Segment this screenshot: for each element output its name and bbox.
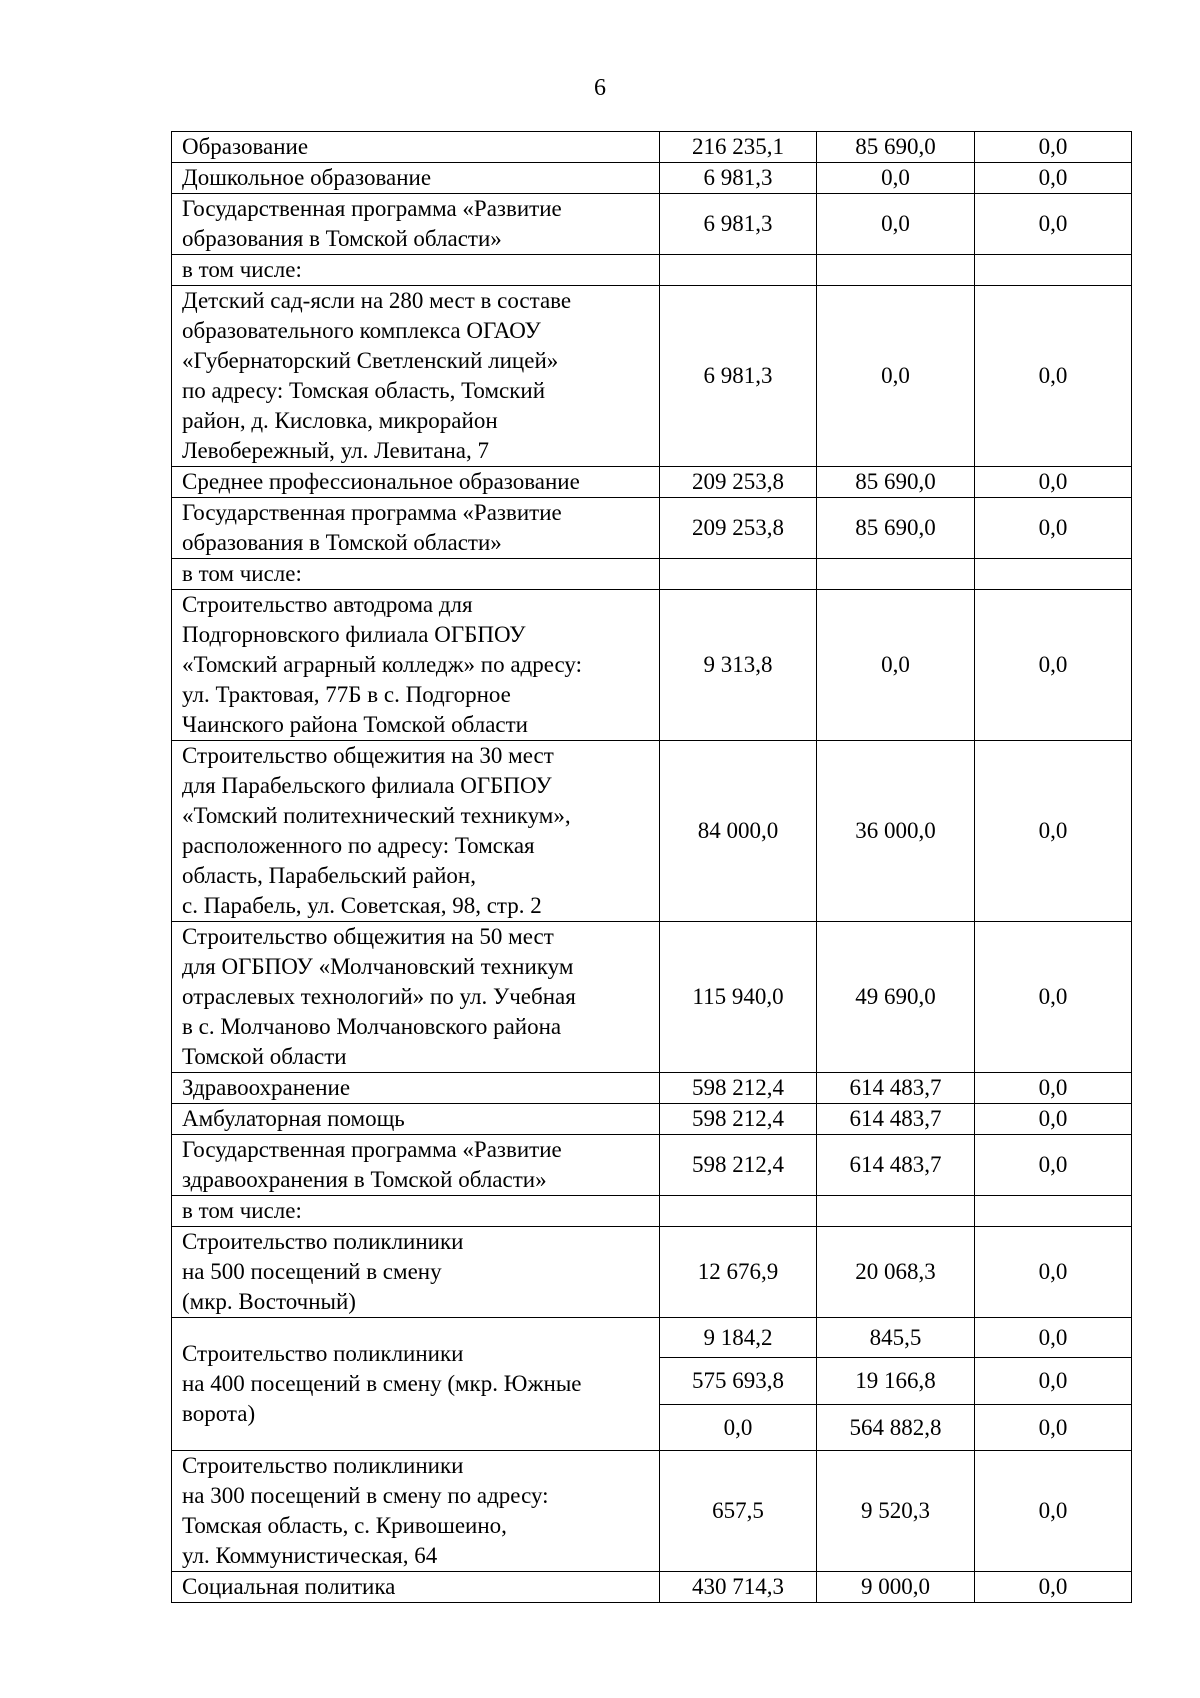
row-name-line: в том числе:	[182, 1198, 302, 1223]
value-cell-1: 216 235,1	[660, 132, 817, 163]
value-cell-2: 0,0	[817, 194, 975, 255]
row-name-line: образования в Томской области»	[182, 226, 502, 251]
row-name-line: образовательного комплекса ОГАОУ	[182, 318, 541, 343]
value-cell-3: 0,0	[975, 1135, 1132, 1196]
value-cell-1	[660, 1196, 817, 1227]
value-cell-1: 598 212,4	[660, 1135, 817, 1196]
table-row	[172, 922, 1132, 1073]
value-cell-3: 0,0	[975, 1318, 1132, 1358]
row-name-line: Социальная политика	[182, 1574, 396, 1599]
value-cell-2: 20 068,3	[817, 1227, 975, 1318]
value-cell-2: 85 690,0	[817, 132, 975, 163]
value-cell-2	[817, 559, 975, 590]
row-name-line: образования в Томской области»	[182, 530, 502, 555]
value-cell-3: 0,0	[975, 498, 1132, 559]
table-row	[172, 467, 1132, 498]
value-cell-2: 614 483,7	[817, 1104, 975, 1135]
value-cell-3: 0,0	[975, 467, 1132, 498]
row-name-line: для ОГБПОУ «Молчановский техникум	[182, 954, 574, 979]
value-cell-3: 0,0	[975, 741, 1132, 922]
row-name-line: «Томский политехнический техникум»,	[182, 803, 571, 828]
table-row	[172, 1135, 1132, 1196]
value-cell-3: 0,0	[975, 1405, 1132, 1451]
value-cell-2	[817, 1196, 975, 1227]
row-name-cell	[172, 741, 660, 922]
row-name-line: район, д. Кисловка, микрорайон	[182, 408, 498, 433]
value-cell-3: 0,0	[975, 286, 1132, 467]
page-number: 6	[594, 75, 606, 101]
value-cell-3: 0,0	[975, 1227, 1132, 1318]
row-name-cell	[172, 1227, 660, 1318]
value-cell-3	[975, 559, 1132, 590]
row-name-line: с. Парабель, ул. Советская, 98, стр. 2	[182, 893, 542, 918]
table-row	[172, 286, 1132, 467]
value-cell-1: 6 981,3	[660, 194, 817, 255]
table-row	[172, 1104, 1132, 1135]
row-name-line: область, Парабельский район,	[182, 863, 476, 888]
value-cell-3	[975, 1196, 1132, 1227]
row-name-cell	[172, 194, 660, 255]
value-cell-2: 614 483,7	[817, 1073, 975, 1104]
value-cell-2: 36 000,0	[817, 741, 975, 922]
value-cell-2: 0,0	[817, 590, 975, 741]
row-name-cell	[172, 1451, 660, 1572]
table-row	[172, 590, 1132, 741]
row-name-cell	[172, 922, 660, 1073]
row-name-line: Среднее профессиональное образование	[182, 469, 580, 494]
row-name-line: на 500 посещений в смену	[182, 1259, 442, 1284]
value-cell-1: 115 940,0	[660, 922, 817, 1073]
value-cell-2: 614 483,7	[817, 1135, 975, 1196]
row-name-line: ворота)	[182, 1401, 256, 1426]
value-cell-1: 0,0	[660, 1405, 817, 1451]
value-cell-3: 0,0	[975, 163, 1132, 194]
value-cell-1	[660, 255, 817, 286]
value-cell-1: 84 000,0	[660, 741, 817, 922]
row-name-line: здравоохранения в Томской области»	[182, 1167, 547, 1192]
row-name-line: на 300 посещений в смену по адресу:	[182, 1483, 549, 1508]
row-name-line: в том числе:	[182, 257, 302, 282]
row-name-cell	[172, 132, 660, 163]
row-name-line: Государственная программа «Развитие	[182, 196, 562, 221]
row-name-line: Образование	[182, 134, 309, 159]
value-cell-2: 0,0	[817, 286, 975, 467]
table-row	[172, 559, 1132, 590]
row-name-line: ул. Коммунистическая, 64	[182, 1543, 438, 1568]
table-row	[172, 1196, 1132, 1227]
row-name-line: Строительство общежития на 50 мест	[182, 924, 554, 949]
row-name-line: Строительство поликлиники	[182, 1453, 464, 1478]
row-name-cell	[172, 559, 660, 590]
value-cell-1: 209 253,8	[660, 467, 817, 498]
table-row	[172, 194, 1132, 255]
value-cell-2: 19 166,8	[817, 1358, 975, 1405]
row-name-cell	[172, 286, 660, 467]
value-cell-1: 657,5	[660, 1451, 817, 1572]
value-cell-1: 209 253,8	[660, 498, 817, 559]
row-name-cell	[172, 163, 660, 194]
row-name-line: Строительство поликлиники	[182, 1229, 464, 1254]
value-cell-1: 12 676,9	[660, 1227, 817, 1318]
row-name-line: на 400 посещений в смену (мкр. Южные	[182, 1371, 582, 1396]
value-cell-3: 0,0	[975, 194, 1132, 255]
row-name-cell	[172, 255, 660, 286]
value-cell-1: 575 693,8	[660, 1358, 817, 1405]
value-cell-3: 0,0	[975, 922, 1132, 1073]
value-cell-1: 9 313,8	[660, 590, 817, 741]
row-name-line: Строительство поликлиники	[182, 1341, 464, 1366]
row-name-cell	[172, 498, 660, 559]
value-cell-2: 0,0	[817, 163, 975, 194]
row-name-cell	[172, 1135, 660, 1196]
row-name-line: Подгорновского филиала ОГБПОУ	[182, 622, 526, 647]
row-name-cell	[172, 1104, 660, 1135]
value-cell-3: 0,0	[975, 1572, 1132, 1603]
value-cell-2	[817, 255, 975, 286]
row-name-line: отраслевых технологий» по ул. Учебная	[182, 984, 576, 1009]
row-name-line: (мкр. Восточный)	[182, 1289, 356, 1314]
row-name-cell	[172, 590, 660, 741]
row-name-cell	[172, 1073, 660, 1104]
row-name-line: для Парабельского филиала ОГБПОУ	[182, 773, 552, 798]
row-name-line: «Губернаторский Светленский лицей»	[182, 348, 559, 373]
budget-table	[171, 131, 1132, 1603]
value-cell-1: 430 714,3	[660, 1572, 817, 1603]
value-cell-3: 0,0	[975, 1073, 1132, 1104]
value-cell-2: 564 882,8	[817, 1405, 975, 1451]
table-row	[172, 132, 1132, 163]
table-row	[172, 498, 1132, 559]
value-cell-2: 85 690,0	[817, 498, 975, 559]
table-row	[172, 1227, 1132, 1318]
value-cell-2: 9 000,0	[817, 1572, 975, 1603]
row-name-line: Строительство общежития на 30 мест	[182, 743, 554, 768]
table-row	[172, 1572, 1132, 1603]
row-name-line: «Томский аграрный колледж» по адресу:	[182, 652, 583, 677]
table-row	[172, 1073, 1132, 1104]
row-name-line: Томской области	[182, 1044, 347, 1069]
value-cell-3: 0,0	[975, 1358, 1132, 1405]
value-cell-3: 0,0	[975, 1104, 1132, 1135]
value-cell-3: 0,0	[975, 1451, 1132, 1572]
value-cell-2: 9 520,3	[817, 1451, 975, 1572]
value-cell-1: 6 981,3	[660, 286, 817, 467]
table-row	[172, 163, 1132, 194]
value-cell-3: 0,0	[975, 590, 1132, 741]
row-name-line: расположенного по адресу: Томская	[182, 833, 535, 858]
row-name-line: Детский сад-ясли на 280 мест в составе	[182, 288, 572, 313]
value-cell-2: 49 690,0	[817, 922, 975, 1073]
table-row	[172, 1318, 1132, 1358]
row-name-line: Строительство автодрома для	[182, 592, 473, 617]
row-name-line: в с. Молчаново Молчановского района	[182, 1014, 562, 1039]
value-cell-3: 0,0	[975, 132, 1132, 163]
value-cell-1: 598 212,4	[660, 1073, 817, 1104]
row-name-line: в том числе:	[182, 561, 302, 586]
row-name-line: Томская область, с. Кривошеино,	[182, 1513, 507, 1538]
row-name-line: Государственная программа «Развитие	[182, 500, 562, 525]
value-cell-1: 598 212,4	[660, 1104, 817, 1135]
row-name-line: Государственная программа «Развитие	[182, 1137, 562, 1162]
value-cell-1: 6 981,3	[660, 163, 817, 194]
row-name-line: Левобережный, ул. Левитана, 7	[182, 438, 489, 463]
row-name-cell	[172, 467, 660, 498]
row-name-line: Чаинского района Томской области	[182, 712, 528, 737]
value-cell-3	[975, 255, 1132, 286]
row-name-line: по адресу: Томская область, Томский	[182, 378, 546, 403]
row-name-line: Здравоохранение	[182, 1075, 351, 1100]
row-name-cell	[172, 1318, 660, 1451]
table-row	[172, 741, 1132, 922]
table-row	[172, 255, 1132, 286]
table-row	[172, 1451, 1132, 1572]
row-name-line: Амбулаторная помощь	[182, 1106, 405, 1131]
row-name-line: ул. Трактовая, 77Б в с. Подгорное	[182, 682, 511, 707]
row-name-cell	[172, 1572, 660, 1603]
value-cell-1	[660, 559, 817, 590]
value-cell-2: 845,5	[817, 1318, 975, 1358]
row-name-cell	[172, 1196, 660, 1227]
row-name-line: Дошкольное образование	[182, 165, 432, 190]
value-cell-2: 85 690,0	[817, 467, 975, 498]
value-cell-1: 9 184,2	[660, 1318, 817, 1358]
